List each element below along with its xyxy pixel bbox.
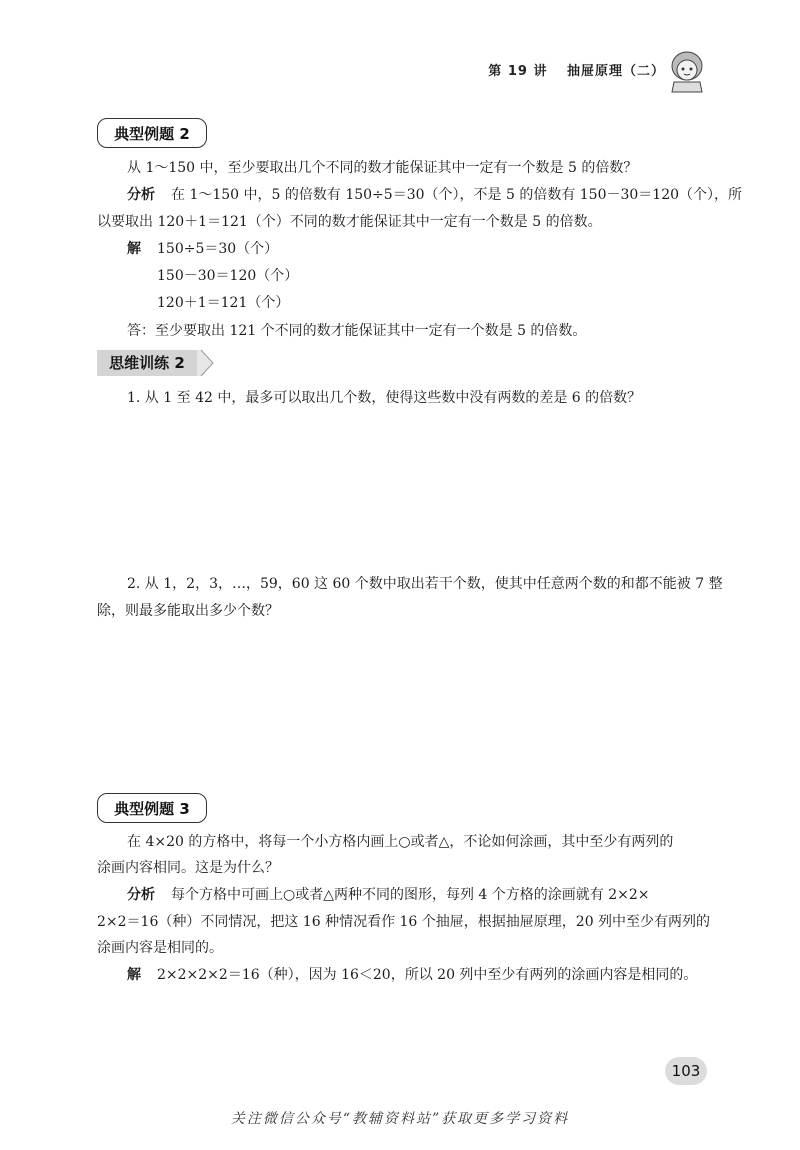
example-3-analysis-3: 涂画内容是相同的。 — [97, 940, 223, 956]
example-3-tag: 典型例题 3 — [97, 793, 207, 823]
analysis-label: 分析 — [127, 187, 155, 203]
training-2-q2-line1: 2. 从 1，2，3，…，59，60 这 60 个数中取出若干个数，使其中任意两个数的和都不能被 7 整 — [127, 576, 723, 592]
example-2-tag: 典型例题 2 — [97, 118, 207, 148]
example-3-analysis-2: 2×2＝16（种）不同情况，把这 16 种情况看作 16 个抽屉，根据抽屉原理，20 列中至少有两列的 — [97, 914, 711, 930]
example-2-solution-1 — [127, 238, 712, 260]
girl-mascot-icon — [666, 48, 708, 94]
solution-label: 解 — [127, 967, 141, 983]
analysis-text: 每个方格中可画上○或者△两种不同的图形，每列 4 个方格的涂画就有 2×2× — [171, 887, 650, 903]
lecture-number: 第 19 讲 — [488, 64, 548, 79]
example-2-analysis-2: 以要取出 120＋1＝121（个）不同的数才能保证其中一定有一个数是 5 的倍数。 — [97, 214, 602, 230]
footer-watermark: 关注微信公众号“教辅资料站”获取更多学习资料 — [230, 1111, 570, 1127]
example-3-solution — [127, 964, 712, 986]
example-3-question-1: 在 4×20 的方格中，将每一个小方格内画上○或者△，不论如何涂画，其中至少有两列的 — [127, 834, 674, 850]
training-2-label: 思维训练 2 — [97, 350, 197, 376]
solution-text: 2×2×2×2＝16（种），因为 16＜20，所以 20 列中至少有两列的涂画内容是相同的。 — [157, 967, 698, 983]
training-2-q1: 1. 从 1 至 42 中，最多可以取出几个数，使得这些数中没有两数的差是 6 的倍数？ — [127, 390, 642, 406]
solution-step: 120＋1＝121（个） — [157, 295, 290, 311]
solution-step: 150÷5＝30（个） — [157, 241, 279, 257]
example-2-answer: 答：至少要取出 121 个不同的数才能保证其中一定有一个数是 5 的倍数。 — [127, 323, 587, 339]
page-header — [474, 60, 665, 79]
solution-step: 150－30＝120（个） — [157, 268, 299, 284]
training-2-q2-line2: 除，则最多能取出多少个数？ — [97, 603, 279, 619]
analysis-label: 分析 — [127, 887, 155, 903]
example-2-question: 从 1～150 中，至少要取出几个不同的数才能保证其中一定有一个数是 5 的倍数？ — [127, 160, 638, 176]
arrow-icon — [197, 350, 215, 376]
solution-label: 解 — [127, 241, 141, 257]
example-2-analysis-1 — [127, 184, 743, 206]
lecture-title: 抽屉原理（二） — [566, 64, 665, 79]
example-3-analysis-1 — [127, 884, 712, 906]
analysis-text: 在 1～150 中，5 的倍数有 150÷5＝30（个），不是 5 的倍数有 150－30＝120（个），所 — [171, 187, 743, 203]
page-number: 103 — [665, 1057, 707, 1085]
example-3-question-2: 涂画内容相同。这是为什么？ — [97, 860, 279, 876]
